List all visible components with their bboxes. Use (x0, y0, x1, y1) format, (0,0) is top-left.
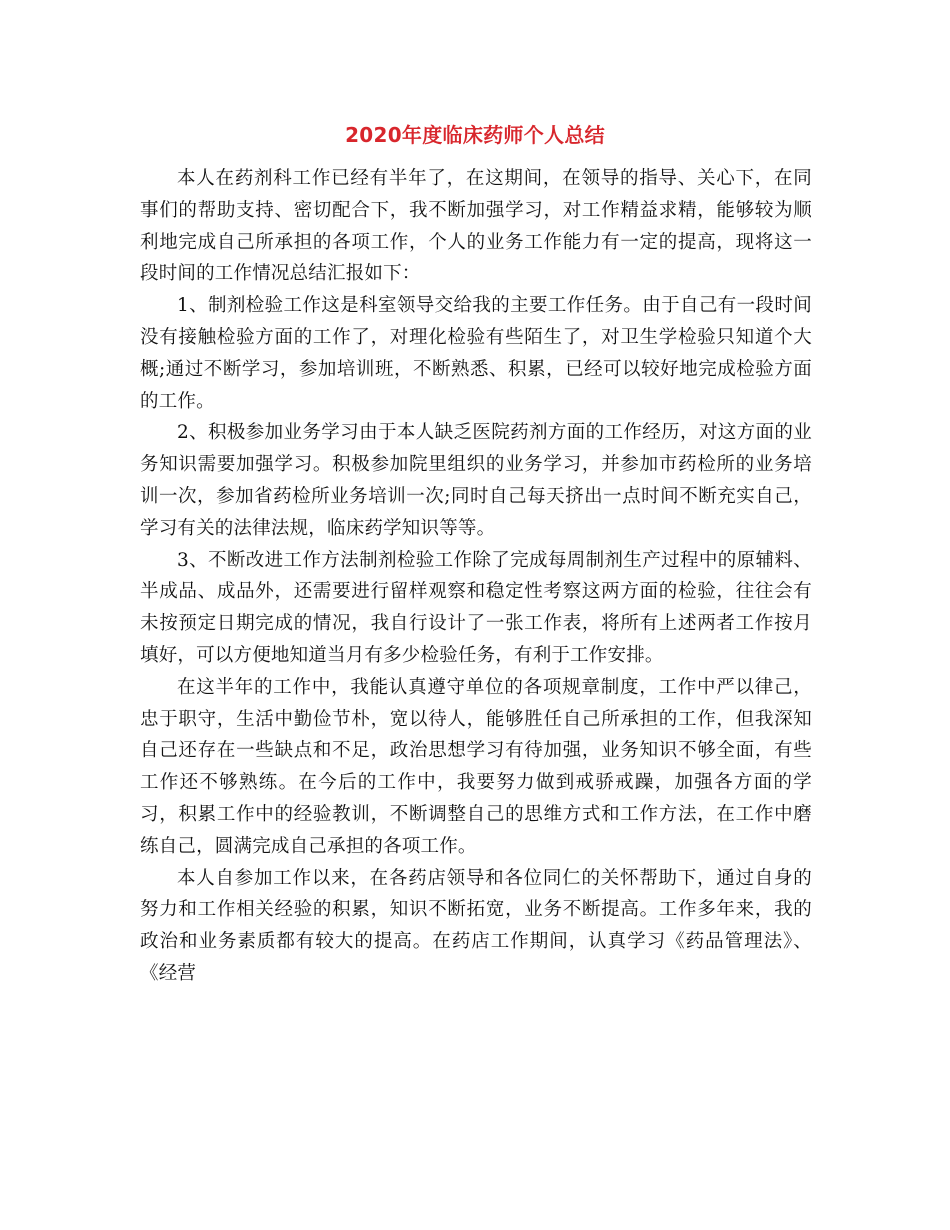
paragraph-item-3: 3、不断改进工作方法制剂检验工作除了完成每周制剂生产过程中的原辅料、半成品、成品外，还需要进行留样观察和稳定性考察这两方面的检验，往往会有未按预定日期完成的情况，我自行设计了一张工作表，将所有上述两者工作按月填好，可以方便地知道当月有多少检验任务，有利于工作安排。 (140, 549, 812, 666)
document-title: 2020年度临床药师个人总结 (345, 123, 605, 147)
paragraph-item-2: 2、积极参加业务学习由于本人缺乏医院药剂方面的工作经历，对这方面的业务知识需要加强学习。积极参加院里组织的业务学习，并参加市药检所的业务培训一次，参加省药检所业务培训一次;同时自己每天挤出一点时间不断充实自己，学习有关的法律法规，临床药学知识等等。 (140, 422, 812, 539)
paragraph-item-1: 1、制剂检验工作这是科室领导交给我的主要工作任务。由于自己有一段时间没有接触检验方面的工作了，对理化检验有些陌生了，对卫生学检验只知道个大概;通过不断学习，参加培训班，不断熟悉、积累，已经可以较好地完成检验方面的工作。 (140, 295, 812, 412)
paragraph-pharmacy: 本人自参加工作以来，在各药店领导和各位同仁的关怀帮助下，通过自身的努力和工作相关经验的积累，知识不断拓宽，业务不断提高。工作多年来，我的政治和业务素质都有较大的提高。在药店工作期间，认真学习《药品管理法》、《经营 (140, 867, 812, 984)
paragraph-summary: 在这半年的工作中，我能认真遵守单位的各项规章制度，工作中严以律己，忠于职守，生活中勤俭节朴，宽以待人，能够胜任自己所承担的工作，但我深知自己还存在一些缺点和不足，政治思想学习有待加强，业务知识不够全面，有些工作还不够熟练。在今后的工作中，我要努力做到戒骄戒躁，加强各方面的学习，积累工作中的经验教训，不断调整自己的思维方式和工作方法，在工作中磨练自己，圆满完成自己承担的各项工作。 (140, 676, 812, 857)
paragraph-intro: 本人在药剂科工作已经有半年了，在这期间，在领导的指导、关心下，在同事们的帮助支持、密切配合下，我不断加强学习，对工作精益求精，能够较为顺利地完成自己所承担的各项工作，个人的业务工作能力有一定的提高，现将这一段时间的工作情况总结汇报如下： (140, 168, 812, 285)
document-body (140, 163, 812, 990)
